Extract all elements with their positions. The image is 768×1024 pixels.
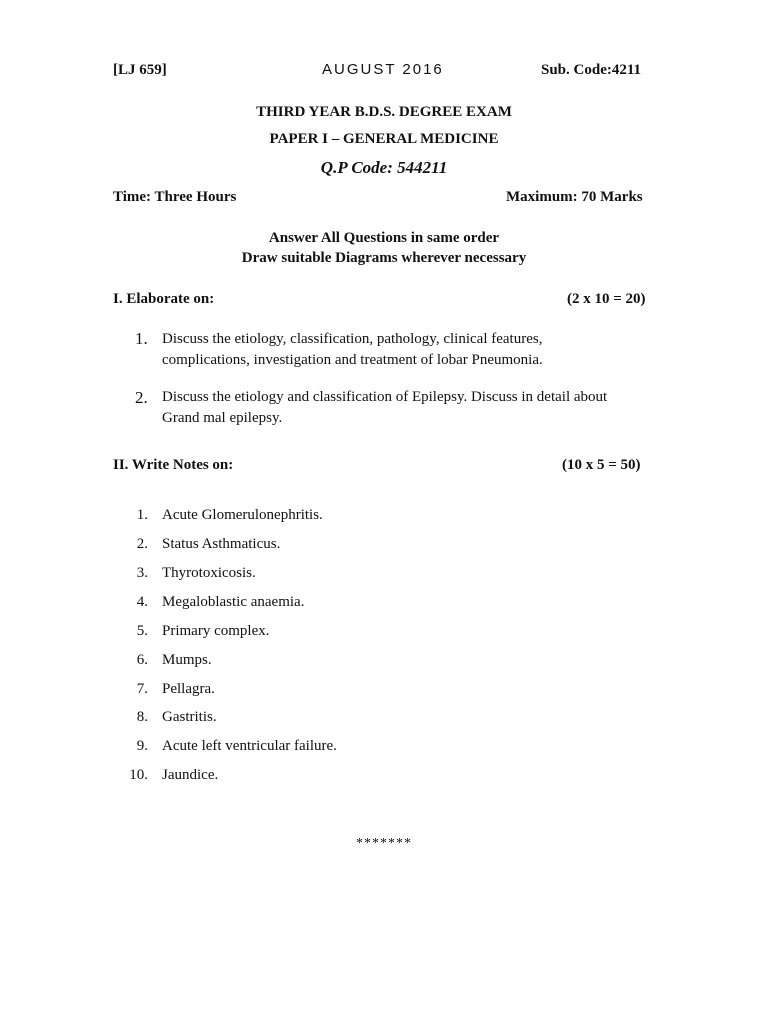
question-text: Discuss the etiology, classification, pathology, clinical features, complications, investigation and treatment of lobar Pneumonia. (162, 331, 543, 368)
section-1-marks: (2 x 10 = 20) (567, 291, 646, 307)
note-number: 8. (136, 709, 148, 725)
subject-code: Sub. Code:4211 (541, 62, 642, 78)
exam-title: THIRD YEAR B.D.S. DEGREE EXAM (256, 104, 512, 120)
question-number: 1. (135, 329, 148, 348)
maximum-marks: Maximum: 70 Marks (506, 189, 643, 205)
exam-ref: [LJ 659] (113, 62, 167, 78)
note-number: 10. (129, 767, 148, 783)
qp-code-label: Q.P Code (320, 158, 388, 177)
section-2-heading: II. Write Notes on: (113, 457, 234, 473)
qp-code-value: : 544211 (387, 158, 448, 177)
note-number: 3. (136, 565, 148, 581)
instruction-line-2: Draw suitable Diagrams wherever necessary (241, 250, 527, 266)
note-number: 4. (136, 594, 148, 610)
section-1-heading: I. Elaborate on: (113, 291, 215, 307)
paper-title: PAPER I – GENERAL MEDICINE (269, 131, 499, 147)
note-item: Thyrotoxicosis. (162, 565, 256, 581)
note-number: 7. (136, 681, 148, 697)
note-item: Pellagra. (162, 681, 215, 697)
note-item: Megaloblastic anaemia. (162, 594, 305, 610)
instruction-line-1: Answer All Questions in same order (268, 230, 500, 246)
note-number: 2. (136, 536, 148, 552)
question-text: Discuss the etiology and classification of Epilepsy. Discuss in detail about Grand mal epilepsy. (162, 389, 608, 426)
note-number: 1. (136, 507, 148, 523)
note-number: 9. (136, 738, 148, 754)
exam-month-year: AUGUST 2016 (322, 61, 444, 78)
end-marker: ******* (356, 836, 412, 851)
qp-code (0, 158, 768, 178)
note-item: Status Asthmaticus. (162, 536, 281, 552)
exam-duration: Time: Three Hours (113, 189, 237, 205)
question-number: 2. (135, 388, 148, 407)
note-item: Mumps. (162, 652, 212, 668)
note-item: Gastritis. (162, 709, 217, 725)
note-number: 6. (136, 652, 148, 668)
note-item: Primary complex. (162, 623, 270, 639)
section-2-marks: (10 x 5 = 50) (562, 457, 641, 473)
note-number: 5. (136, 623, 148, 639)
note-item: Acute Glomerulonephritis. (162, 507, 323, 523)
note-item: Jaundice. (162, 767, 219, 783)
note-item: Acute left ventricular failure. (162, 738, 337, 754)
